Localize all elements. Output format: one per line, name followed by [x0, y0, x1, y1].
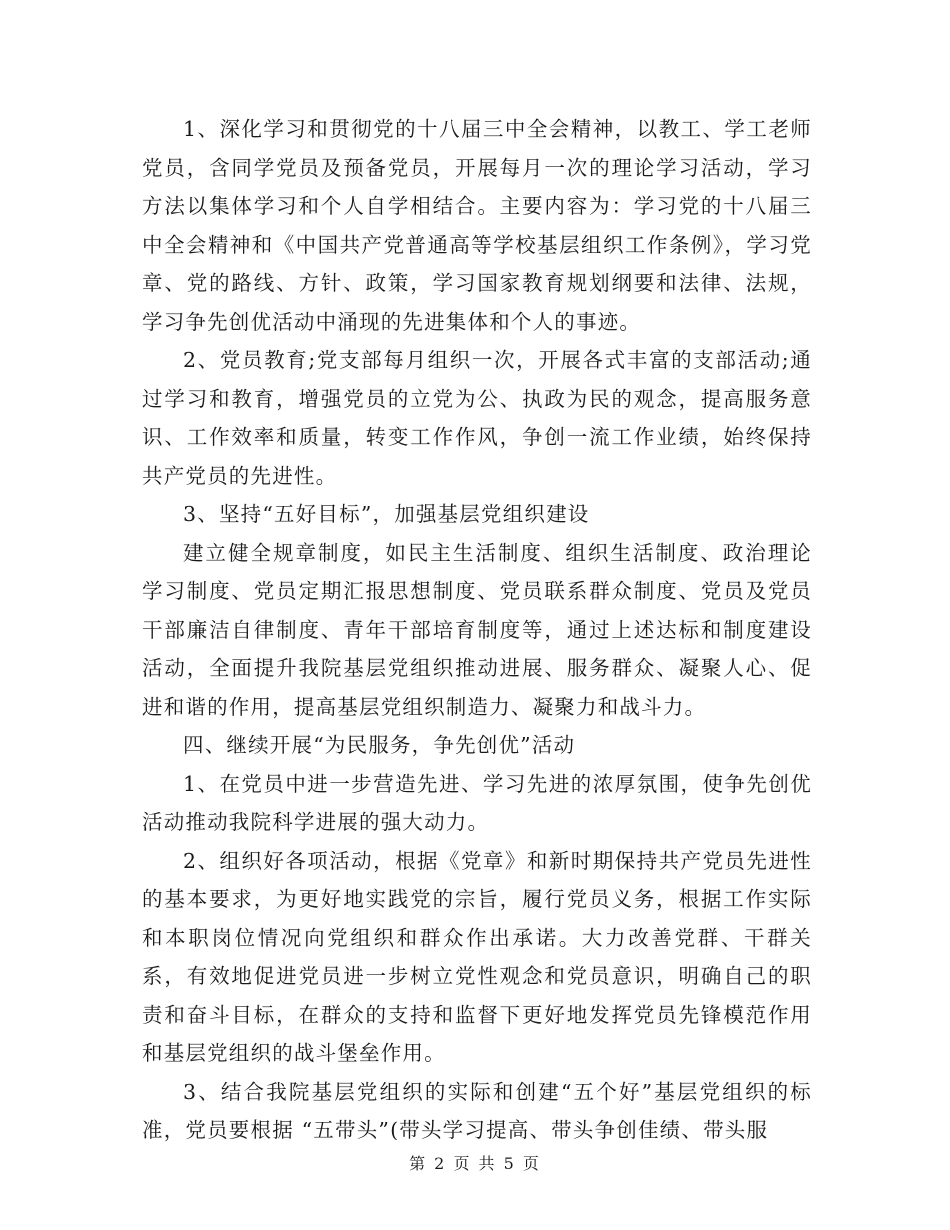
paragraph-activities: 2、组织好各项活动，根据《党章》和新时期保持共产党员先进性的基本要求，为更好地实践党的宗旨，履行党员义务，根据工作实际和本职岗位情况向党组织和群众作出承诺。大力改善党群、干群关系，有效地促进党员进一步树立党性观念和党员意识，明确自己的职责和奋斗目标，在群众的支持和监督下更好地发挥党员先锋模范作用和基层党组织的战斗堡垒作用。 — [142, 848, 812, 1065]
paragraph-rules-system: 建立健全规章制度，如民主生活制度、组织生活制度、政治理论学习制度、党员定期汇报思想制度、党员联系群众制度、党员及党员干部廉洁自律制度、青年干部培育制度等，通过上述达标和制度建设活动，全面提升我院基层党组织推动进展、服务群众、凝聚人心、促进和谐的作用，提高基层党组织制造力、凝聚力和战斗力。 — [142, 540, 812, 719]
section-heading-four: 四、继续开展“为民服务，争先创优”活动 — [183, 733, 576, 757]
paragraph-study: 1、深化学习和贯彻党的十八届三中全会精神，以教工、学工老师党员，含同学党员及预备党员，开展每月一次的理论学习活动，学习方法以集体学习和个人自学相结合。主要内容为：学习党的十八届三中全会精神和《中国共产党普通高等学校基层组织工作条例》，学习党章、党的路线、方针、政策，学习国家教育规划纲要和法律、法规，学习争先创优活动中涌现的先进集体和个人的事迹。 — [142, 117, 812, 334]
paragraph-five-goals-heading: 3、坚持“五好目标”，加强基层党组织建设 — [183, 502, 590, 526]
paragraph-party-education: 2、党员教育;党支部每月组织一次，开展各式丰富的支部活动;通过学习和教育，增强党员的立党为公、执政为民的观念，提高服务意识、工作效率和质量，转变工作作风，争创一流工作业绩，始终保持共产党员的先进性。 — [142, 348, 812, 488]
paragraph-atmosphere: 1、在党员中进一步营造先进、学习先进的浓厚氛围，使争先创优活动推动我院科学进展的强大动力。 — [142, 771, 812, 834]
document-body — [142, 110, 812, 1150]
paragraph-five-leads: 3、结合我院基层党组织的实际和创建“五个好”基层党组织的标准，党员要根据 “五带头”(带头学习提高、带头争创佳绩、带头服 — [142, 1079, 812, 1142]
page-footer: 第 2 页 共 5 页 — [409, 1154, 541, 1173]
